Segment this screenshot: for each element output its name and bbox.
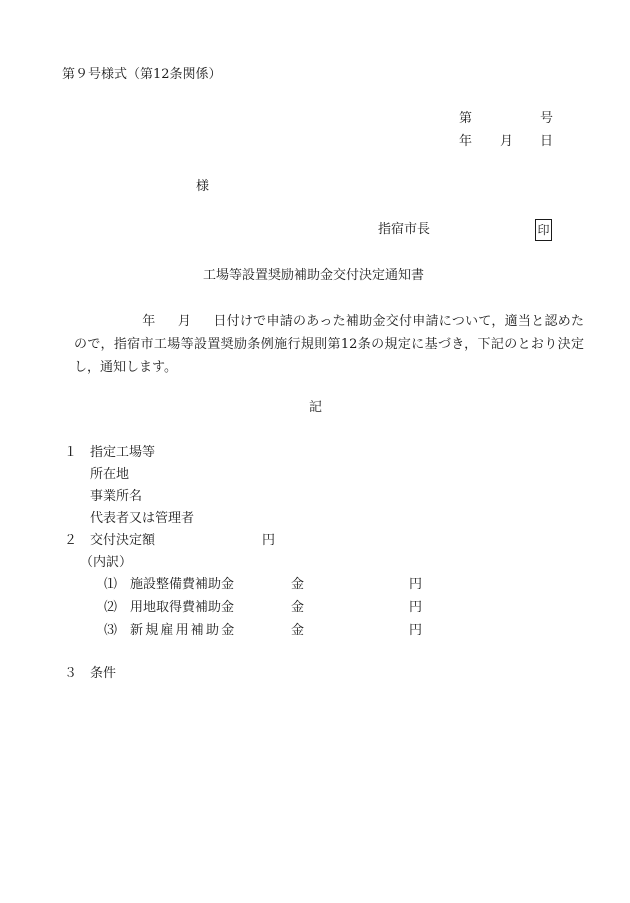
body-year: 年 [142, 314, 156, 329]
breakdown-3-number: ⑶ [104, 623, 118, 638]
item3-number: ３ [64, 666, 78, 681]
ki-heading: 記 [309, 400, 323, 415]
item1-sub-location: 所在地 [90, 467, 130, 482]
item1-number: １ [64, 445, 78, 460]
breakdown-1-yen: 円 [409, 577, 423, 592]
body-paragraph [74, 310, 584, 379]
item2-number: ２ [64, 533, 78, 548]
item1-sub-representative: 代表者又は管理者 [90, 511, 195, 526]
item2-unit: 円 [262, 533, 276, 548]
date-day: 日 [540, 134, 554, 149]
number-suffix: 号 [540, 111, 554, 126]
body-text: 日付けで申請のあった補助金交付申請について，適当と認めたので，指宿市工場等設置奨励条例施行規則第12条の規定に基づき，下記のとおり決定し，通知します。 [74, 314, 584, 375]
breakdown-3-yen: 円 [409, 623, 423, 638]
document-title: 工場等設置奨励補助金交付決定通知書 [203, 268, 425, 283]
sender-title: 指宿市長 [378, 222, 431, 237]
number-prefix: 第 [459, 111, 473, 126]
breakdown-2-number: ⑵ [104, 600, 118, 615]
item3-label: 条件 [90, 666, 117, 681]
item1-label: 指定工場等 [90, 445, 156, 460]
breakdown-2-label: 用地取得費補助金 [130, 600, 235, 615]
breakdown-1-label: 施設整備費補助金 [130, 577, 235, 592]
breakdown-3-label: 新規雇用補助金 [130, 623, 237, 638]
breakdown-3-kin: 金 [291, 623, 305, 638]
addressee-suffix: 様 [196, 179, 210, 194]
breakdown-2-yen: 円 [409, 600, 423, 615]
breakdown-1-number: ⑴ [104, 577, 118, 592]
form-label: 第９号様式（第12条関係） [62, 67, 222, 82]
body-month: 月 [177, 314, 192, 329]
item2-label: 交付決定額 [90, 533, 156, 548]
breakdown-2-kin: 金 [291, 600, 305, 615]
breakdown-1-kin: 金 [291, 577, 305, 592]
date-year: 年 [459, 134, 473, 149]
seal-box: 印 [535, 219, 552, 241]
breakdown-label: （内訳） [80, 555, 133, 570]
date-month: 月 [500, 134, 514, 149]
item1-sub-business-name: 事業所名 [90, 489, 143, 504]
